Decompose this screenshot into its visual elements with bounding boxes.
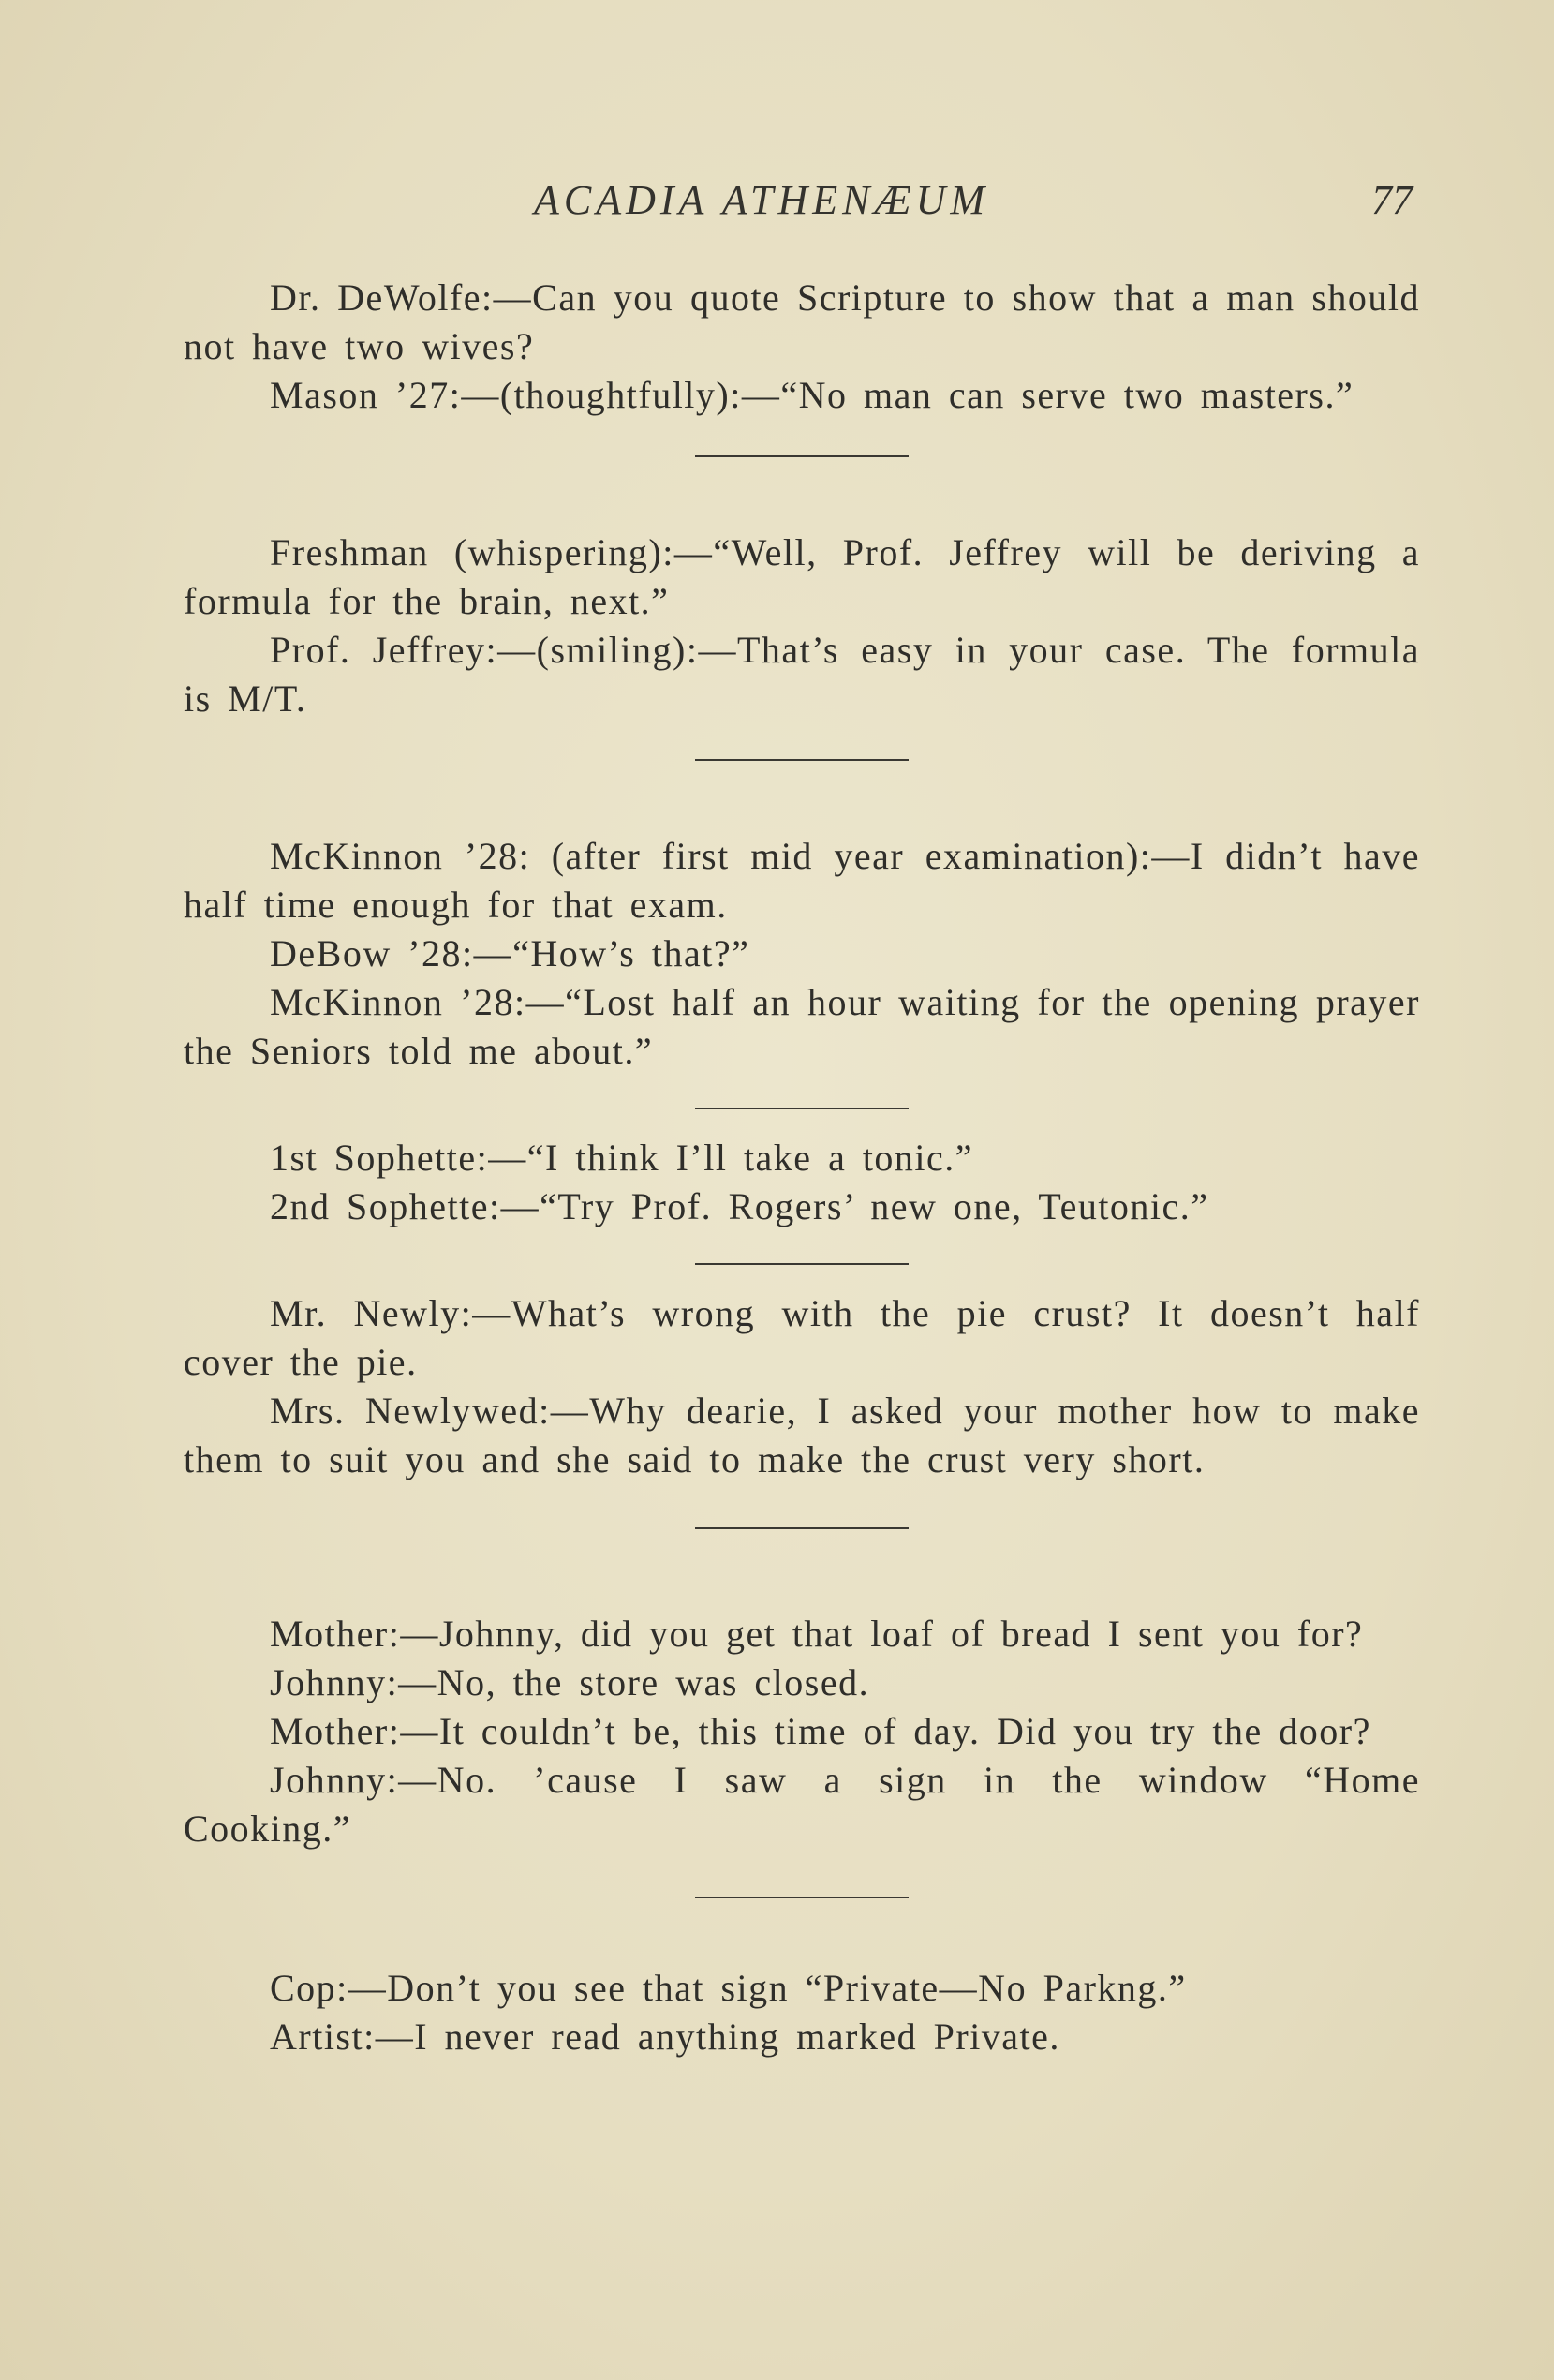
joke-line: 2nd Sophette:—“Try Prof. Rogers’ new one, Teutonic.” [270, 1185, 1209, 1227]
joke-6 [184, 1610, 1420, 1853]
joke-line: McKinnon ’28:—“Lost half an hour waiting for the opening prayer the Seniors told me about.” [184, 981, 1420, 1072]
joke-line: Mason ’27:—(thoughtfully):—“No man can serve two masters.” [270, 374, 1354, 416]
joke-line: 1st Sophette:—“I think I’ll take a tonic.” [270, 1137, 974, 1179]
divider-rule [695, 1897, 909, 1898]
joke-3 [184, 832, 1420, 1076]
divider-rule [695, 455, 909, 457]
joke-line: Johnny:—No, the store was closed. [270, 1661, 870, 1703]
joke-line: Johnny:—No. ’cause I saw a sign in the window “Home Cooking.” [184, 1759, 1420, 1850]
joke-7 [184, 1964, 1420, 2061]
joke-line: McKinnon ’28: (after first mid year examination):—I didn’t have half time enough for that exam. [184, 835, 1420, 926]
jokes-list [184, 274, 1420, 2061]
page-header [0, 176, 1554, 232]
joke-line: Freshman (whispering):—“Well, Prof. Jeffrey will be deriving a formula for the brain, next.” [184, 531, 1420, 622]
joke-4 [184, 1134, 1420, 1231]
joke-line: Artist:—I never read anything marked Private. [270, 2016, 1060, 2058]
joke-line: Cop:—Don’t you see that sign “Private—No Parkng.” [270, 1967, 1187, 2009]
joke-divider [184, 759, 1420, 761]
joke-line: Mother:—It couldn’t be, this time of day. Did you try the door? [270, 1710, 1371, 1752]
joke-divider [184, 1263, 1420, 1265]
joke-2 [184, 528, 1420, 723]
page-number: 77 [1371, 177, 1413, 223]
divider-rule [695, 1263, 909, 1265]
divider-rule [695, 1527, 909, 1529]
joke-line: Prof. Jeffrey:—(smiling):—That’s easy in your case. The formula is M/T. [184, 629, 1420, 720]
joke-1 [184, 274, 1420, 420]
joke-line: DeBow ’28:—“How’s that?” [270, 932, 750, 974]
joke-line: Dr. DeWolfe:—Can you quote Scripture to show that a man should not have two wives? [184, 276, 1420, 367]
joke-line: Mother:—Johnny, did you get that loaf of bread I sent you for? [270, 1613, 1364, 1655]
joke-divider [184, 1527, 1420, 1529]
divider-rule [695, 759, 909, 761]
joke-divider [184, 1897, 1420, 1898]
joke-line: Mrs. Newlywed:—Why dearie, I asked your mother how to make them to suit you and she said to make the crust very short. [184, 1390, 1420, 1480]
divider-rule [695, 1108, 909, 1109]
running-title: ACADIA ATHENÆUM [534, 177, 990, 223]
joke-divider [184, 455, 1420, 457]
jokes-column [184, 274, 1420, 2061]
joke-line: Mr. Newly:—What’s wrong with the pie crust? It doesn’t half cover the pie. [184, 1292, 1420, 1383]
joke-5 [184, 1289, 1420, 1484]
joke-divider [184, 1108, 1420, 1109]
